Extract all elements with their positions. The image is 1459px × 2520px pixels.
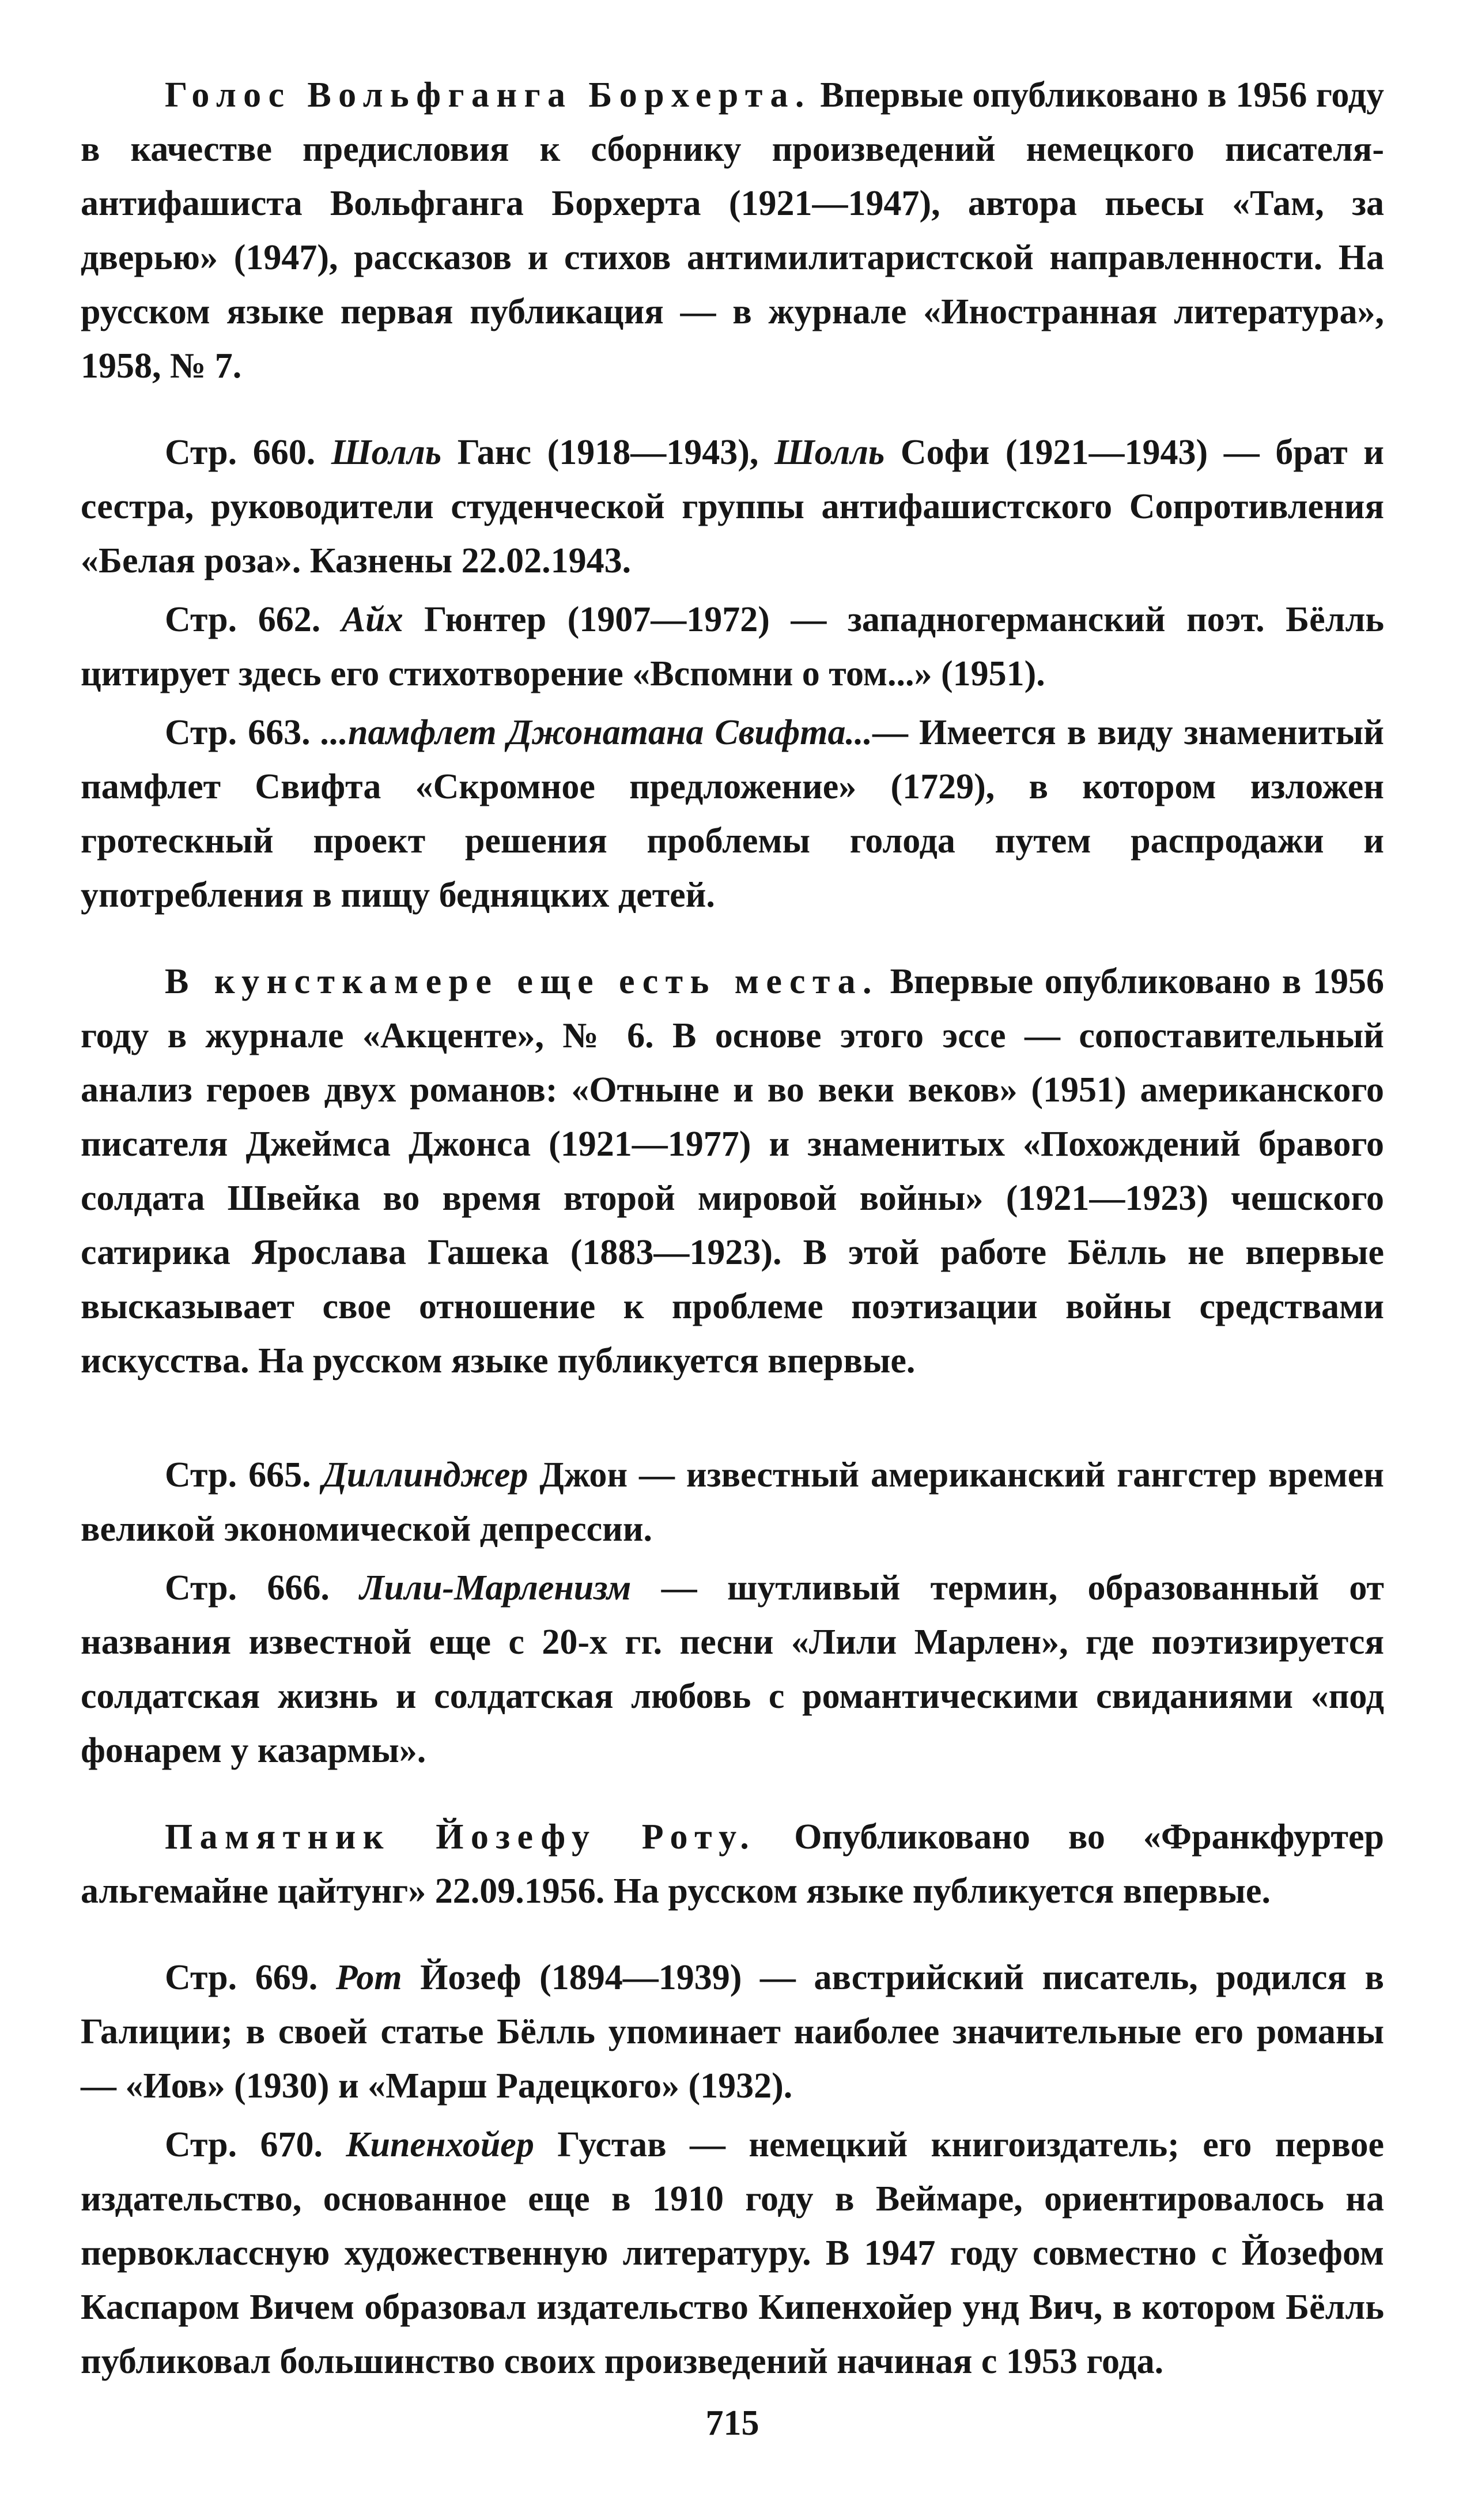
note-page-660 — [81, 425, 1384, 588]
note-text: Софи (1921—1943) — брат и сестра, руководители студенческой группы антифашистского Сопротивления «Белая роза». Казнены 22.02.1943. — [81, 433, 1385, 580]
note-italic-term: Айх — [341, 600, 403, 639]
note-italic-term: Кипенхойер — [346, 2125, 534, 2164]
section-title: В кунсткамере еще есть места. — [165, 962, 879, 1001]
note-text: — шутливый термин, образованный от названия известной еще с 20-х гг. песни «Лили Марлен», где поэтизируется солдатская жизнь и солдатская любовь с романтическими свиданиями «под фонарем у казармы». — [81, 1568, 1384, 1770]
note-text — [320, 600, 342, 639]
note-italic-term: Рот — [335, 1958, 402, 1997]
note-text — [317, 1958, 336, 1997]
note-ref: Стр. 660. — [165, 433, 316, 472]
note-page-666 — [81, 1561, 1384, 1778]
section-title: Голос Вольфганга Борхерта. — [165, 76, 811, 115]
section-intro-roth — [81, 1810, 1384, 1918]
note-text — [323, 2125, 346, 2164]
note-text — [315, 433, 331, 472]
note-ref: Стр. 666. — [165, 1568, 330, 1608]
note-text: Густав — немецкий книгоиздатель; его первое издательство, основанное еще в 1910 году в Веймаре, ориентировалось на первоклассную художественную литературу. В 1947 году совместно с Йозефом Каспаром Вичем образовал издательство Кипенхойер унд Вич, в котором Бёлль публиковал большинство своих произведений начиная с 1953 года. — [81, 2125, 1385, 2381]
section-title: Памятник Йозефу Роту. — [165, 1817, 757, 1857]
note-page-663 — [81, 706, 1384, 922]
note-ref: Стр. 663. — [165, 713, 311, 752]
note-page-669 — [81, 1951, 1384, 2113]
section-intro-borchert — [81, 68, 1384, 393]
note-ref: Стр. 669. — [165, 1958, 318, 1997]
note-text: — Имеется в виду знаменитый памфлет Свифта «Скромное предложение» (1729), в котором изложен гротескный проект решения проблемы голода путем распродажи и употребления в пищу бедняцких детей. — [81, 713, 1384, 915]
note-italic-term: Шолль — [331, 433, 442, 472]
note-italic-term: ...памфлет Джонатана Свифта... — [321, 713, 872, 752]
note-ref: Стр. 665. — [165, 1455, 311, 1495]
section-text: Впервые опубликовано в 1956 году в журнале «Акценте», № 6. В основе этого эссе — сопоставительный анализ героев двух романов: «Отныне и во веки веков» (1951) американского писателя Джеймса Джонса (1921—1977) и знаменитых «Похождений бравого солдата Швейка во время второй мировой войны» (1921—1923) чешского сатирика Ярослава Гашека (1883—1923). В этой работе Бёлль не впервые высказывает свое отношение к проблеме поэтизации войны средствами искусства. На русском языке публикуется впервые. — [81, 962, 1384, 1380]
note-text — [330, 1568, 360, 1608]
section-text: Впервые опубликовано в 1956 году в качестве предисловия к сборнику произведений немецкого писателя-антифашиста Вольфганга Борхерта (1921—1947), автора пьесы «Там, за дверью» (1947), рассказов и стихов антимилитаристской направленности. На русском языке первая публикация — в журнале «Иностранная литература», 1958, № 7. — [81, 76, 1384, 386]
book-page — [81, 68, 1384, 2454]
section-text: Опубликовано во «Франкфуртер альгемайне цайтунг» 22.09.1956. На русском языке публикуется впервые. — [81, 1817, 1384, 1911]
note-italic-term: Шолль — [774, 433, 885, 472]
note-text: Ганс (1918—1943), — [441, 433, 774, 472]
note-italic-term: Лили-Марленизм — [360, 1568, 632, 1608]
note-page-670 — [81, 2118, 1384, 2389]
note-page-665 — [81, 1448, 1384, 1556]
note-ref: Стр. 662. — [165, 600, 321, 639]
note-text: Гюнтер (1907—1972) — западногерманский поэт. Бёлль цитирует здесь его стихотворение «Вспомни о том...» (1951). — [81, 600, 1385, 693]
note-text — [311, 713, 322, 752]
note-ref: Стр. 670. — [165, 2125, 323, 2164]
note-text: Йозеф (1894—1939) — австрийский писатель, родился в Галиции; в своей статье Бёлль упоминает наиболее значительные его романы — «Иов» (1930) и «Марш Радецкого» (1932). — [81, 1958, 1385, 2106]
section-intro-kunstkamera — [81, 955, 1384, 1388]
note-text: Джон — известный американский гангстер времен великой экономической депрессии. — [81, 1455, 1385, 1549]
note-italic-term: Диллинджер — [322, 1455, 528, 1495]
page-number: 715 — [705, 2404, 759, 2443]
note-page-662 — [81, 593, 1384, 701]
note-text — [311, 1455, 323, 1495]
